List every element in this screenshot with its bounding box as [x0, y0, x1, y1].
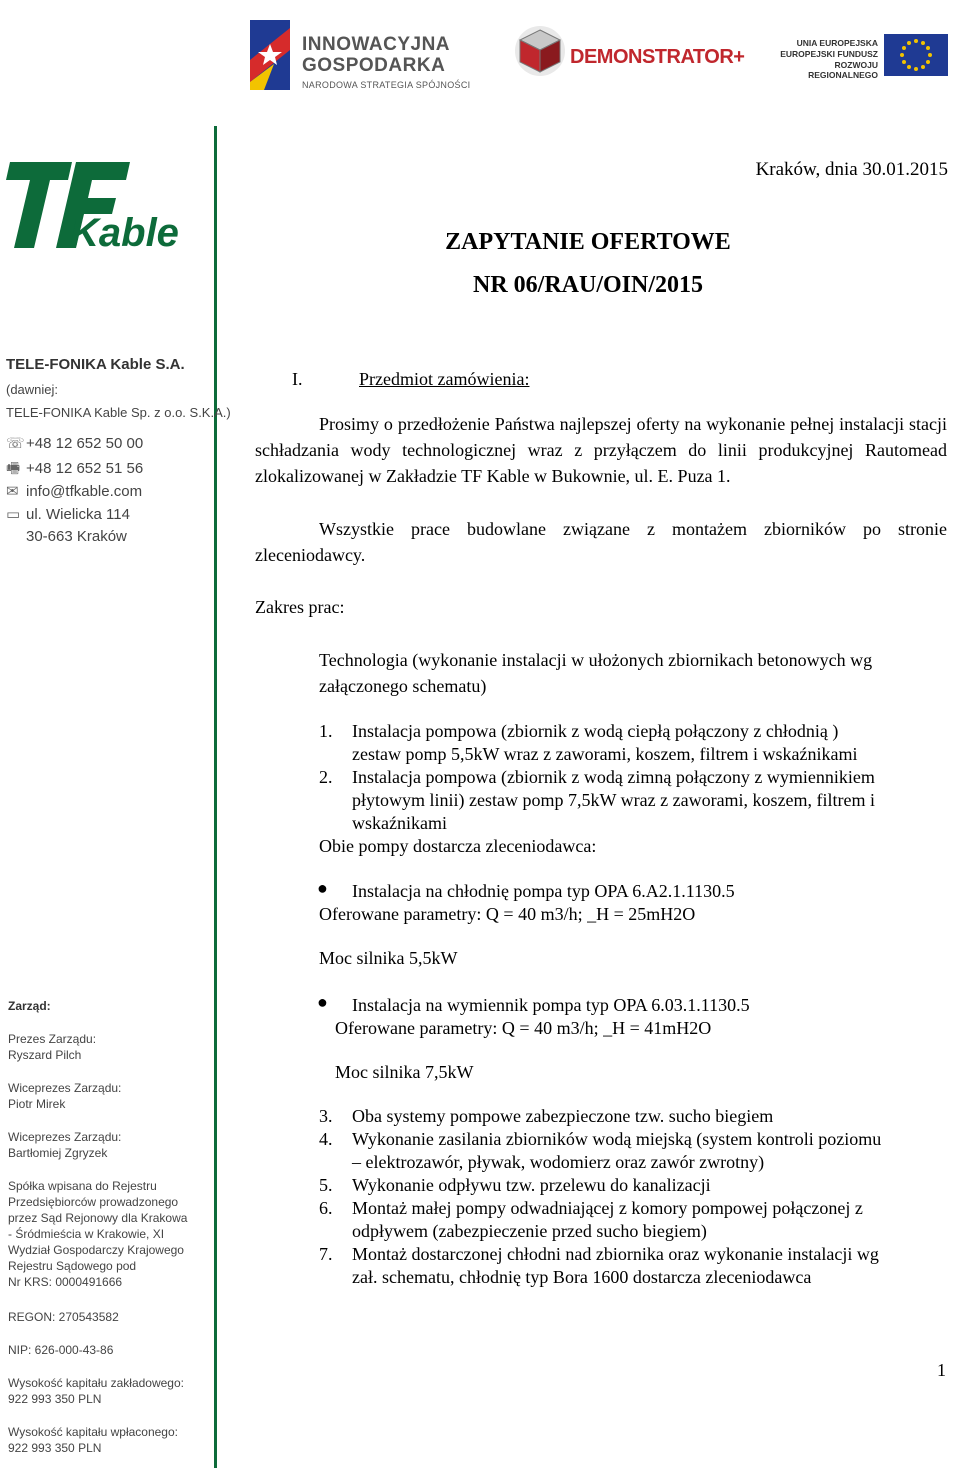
item-line: Montaż małej pompy odwadniającej z komory pompowej połączonej z	[352, 1198, 863, 1218]
item-number: 6.	[319, 1198, 333, 1218]
bullet2-motor: Moc silnika 7,5kW	[335, 1062, 474, 1082]
item-line: odpływem (zabezpieczenie przed sucho biegiem)	[352, 1221, 707, 1241]
item-line: Montaż dostarczonej chłodni nad zbiornika oraz wykonanie instalacji wg	[352, 1244, 879, 1264]
registry-info	[8, 1178, 187, 1290]
item-line: płytowym linii) zestaw pomp 7,5kW wraz z zaworami, koszem, filtrem i	[352, 790, 876, 810]
eu-line3: ROZWOJU REGIONALNEGO	[808, 60, 878, 80]
email-icon: ✉	[6, 483, 19, 500]
ig-star-icon	[244, 20, 296, 90]
capital-paid-label: Wysokość kapitału wpłaconego:	[8, 1425, 178, 1439]
item-line: Instalacja pompowa (zbiornik z wodą zimną połączony z wymiennikiem	[352, 767, 875, 787]
capital-founding-label: Wysokość kapitału zakładowego:	[8, 1376, 184, 1390]
intro-paragraph: Prosimy o przedłożenie Państwa najlepszej oferty na wykonanie pełnej instalacji stacji schładzania wody technologicznej wraz z przyłączem do linii produkcyjnej Rautomead zlokalizowanej w Zakładzie TF Kable w Bukownie, ul. E. Puza 1.	[255, 414, 947, 486]
list-item	[352, 766, 944, 835]
pumps-note: Obie pompy dostarcza zleceniodawca:	[319, 836, 597, 856]
registry-line: Nr KRS: 0000491666	[8, 1275, 123, 1289]
bullet-icon: ●	[317, 992, 328, 1012]
list-item	[352, 1174, 944, 1197]
fax-number: +48 12 652 51 56	[26, 460, 144, 477]
list-item	[352, 1105, 944, 1128]
regon: REGON: 270543582	[8, 1310, 119, 1324]
item-number: 5.	[319, 1175, 333, 1195]
ig-line3: NARODOWA STRATEGIA SPÓJNOŚCI	[302, 80, 471, 90]
board-heading: Zarząd:	[8, 999, 51, 1013]
section-number: I.	[292, 369, 303, 389]
board-member-1	[8, 1031, 96, 1063]
capital-founding-value: 922 993 350 PLN	[8, 1392, 102, 1406]
demonstrator-logo	[514, 24, 745, 82]
registry-line: - Śródmieścia w Krakowie, XI	[8, 1227, 165, 1241]
email-address: info@tfkable.com	[26, 483, 143, 500]
tf-kable-logo	[6, 160, 182, 252]
registry-line: Wydział Gospodarczy Krajowego	[8, 1243, 184, 1257]
item-number: 2.	[319, 767, 333, 787]
phone-row	[6, 434, 143, 452]
section-title: Przedmiot zamówienia:	[359, 369, 530, 389]
item-line: Instalacja pompowa (zbiornik z wodą ciepłą połączony z chłodnią )	[352, 721, 839, 741]
fax-icon: 🖷	[6, 460, 21, 477]
item-line: zał. schematu, chłodnię typ Bora 1600 dostarcza zleceniodawca	[352, 1267, 812, 1287]
vertical-divider	[214, 126, 217, 1468]
phone-icon: ☏	[6, 435, 25, 452]
item-number: 4.	[319, 1129, 333, 1149]
item-line: Wykonanie odpływu tzw. przelewu do kanalizacji	[352, 1175, 711, 1195]
list-item	[352, 720, 944, 766]
board-name: Piotr Mirek	[8, 1097, 66, 1111]
works-note: Wszystkie prace budowlane związane z montażem zbiorników po stronie zleceniodawcy.	[255, 519, 947, 565]
item-number: 1.	[319, 721, 333, 741]
capital-paid-value: 922 993 350 PLN	[8, 1441, 102, 1455]
innowacyjna-gospodarka-logo	[244, 14, 474, 92]
address-icon: ▭	[6, 506, 21, 523]
list-item	[352, 1128, 944, 1174]
phone-number: +48 12 652 50 00	[26, 435, 144, 452]
bullet1-params: Oferowane parametry: Q = 40 m3/h; _H = 25mH2O	[319, 904, 696, 924]
item-line: Wykonanie zasilania zbiorników wodą miejską (system kontroli poziomu	[352, 1129, 882, 1149]
list-item	[352, 1243, 944, 1289]
bullet-icon: ●	[317, 878, 328, 898]
scope-label: Zakres prac:	[255, 597, 345, 617]
item-line: Oba systemy pompowe zabezpieczone tzw. sucho biegiem	[352, 1106, 774, 1126]
registry-line: Przedsiębiorców prowadzonego	[8, 1195, 179, 1209]
bullet1-text: Instalacja na chłodnię pompa typ OPA 6.A2.1.1130.5	[352, 881, 735, 901]
ig-line1: INNOWACYJNA	[302, 34, 451, 55]
board-role: Prezes Zarządu:	[8, 1032, 97, 1046]
board-role: Wiceprezes Zarządu:	[8, 1130, 122, 1144]
address-line1: ul. Wielicka 114	[26, 506, 130, 523]
bullet2-text: Instalacja na wymiennik pompa typ OPA 6.03.1.1130.5	[352, 995, 750, 1015]
document-date: Kraków, dnia 30.01.2015	[755, 159, 948, 180]
board-name: Bartłomiej Zgryzek	[8, 1146, 108, 1160]
registry-line: Rejestru Sądowego pod	[8, 1259, 137, 1273]
fax-row	[6, 458, 143, 483]
board-name: Ryszard Pilch	[8, 1048, 82, 1062]
eu-flag-icon	[884, 34, 948, 76]
address-row	[6, 505, 130, 523]
board-member-2	[8, 1080, 121, 1112]
company-name: TELE-FONIKA Kable S.A.	[6, 356, 185, 373]
bullet2-params: Oferowane parametry: Q = 40 m3/h; _H = 41mH2O	[335, 1018, 712, 1038]
former-label: (dawniej:	[6, 382, 59, 397]
demonstrator-text: DEMONSTRATOR+	[570, 46, 745, 68]
email-row	[6, 482, 142, 500]
document-title: ZAPYTANIE OFERTOWE	[445, 229, 731, 255]
capital-paid	[8, 1424, 178, 1456]
capital-founding	[8, 1375, 184, 1407]
ig-line2: GOSPODARKA	[302, 55, 446, 76]
list-item	[352, 1197, 944, 1243]
item-line: zestaw pomp 5,5kW wraz z zaworami, koszem, filtrem i wskaźnikami	[352, 744, 858, 764]
nip: NIP: 626-000-43-86	[8, 1343, 114, 1357]
item-line: – elektrozawór, pływak, wodomierz oraz zawór zwrotny)	[352, 1152, 765, 1172]
item-line: wskaźnikami	[352, 813, 447, 833]
item-number: 7.	[319, 1244, 333, 1264]
board-member-3	[8, 1129, 121, 1161]
eu-line1: UNIA EUROPEJSKA	[796, 38, 878, 48]
eu-line2: EUROPEJSKI FUNDUSZ	[780, 49, 878, 59]
document-number: NR 06/RAU/OIN/2015	[472, 272, 703, 298]
cube-icon	[514, 24, 566, 78]
address-line2: 30-663 Kraków	[26, 528, 127, 545]
page-number: 1	[937, 1360, 946, 1380]
registry-line: przez Sąd Rejonowy dla Krakowa	[8, 1211, 188, 1225]
bullet1-motor: Moc silnika 5,5kW	[319, 948, 458, 968]
former-name: TELE-FONIKA Kable Sp. z o.o. S.K.A.)	[6, 405, 231, 420]
board-role: Wiceprezes Zarządu:	[8, 1081, 122, 1095]
svg-text:Kable: Kable	[70, 211, 179, 252]
item-number: 3.	[319, 1106, 333, 1126]
technology-line1: Technologia (wykonanie instalacji w ułożonych zbiornikach betonowych wg	[319, 650, 873, 670]
technology-line2: załączonego schematu)	[319, 676, 487, 696]
registry-line: Spółka wpisana do Rejestru	[8, 1179, 157, 1193]
eu-logo	[770, 32, 950, 78]
